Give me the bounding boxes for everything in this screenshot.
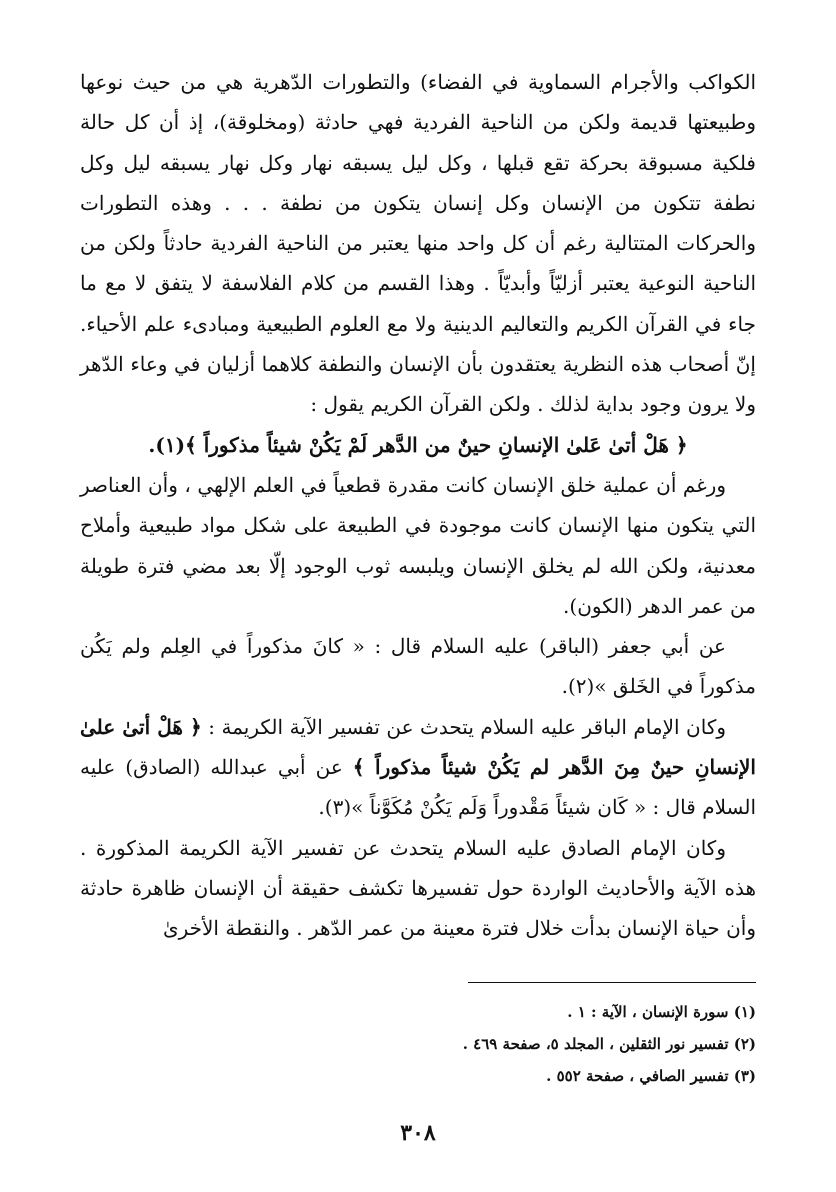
footnote-divider	[468, 982, 756, 983]
paragraph-3: عن أبي جعفر (الباقر) عليه السلام قال : « كانَ مذكوراً في العِلم ولم يَكُن مذكوراً في الخَلق »(٢).	[80, 634, 756, 699]
quran-verse: ﴿ هَلْ أتىٰ عَلىٰ الإنسانِ حينٌ من الدَّهر لَمْ يَكُنْ شيئاً مذكوراً ﴾(١).	[148, 432, 688, 457]
page-number: ٣٠٨	[400, 1120, 436, 1146]
footnote-1: (١) سورة الإنسان ، الآية : ١ .	[567, 1003, 756, 1021]
paragraph-4	[80, 707, 756, 828]
paragraph-4-hadith: عن أبي عبدالله (الصادق) عليه السلام قال : « كَان شيئاً مَقْدوراً وَلَم يَكُنْ مُكَوَّناً »(٣).	[80, 755, 756, 820]
paragraph-5: وكان الإمام الصادق عليه السلام يتحدث عن تفسير الآية الكريمة المذكورة . هذه الآية والأحاديث الواردة حول تفسيرها تكشف حقيقة أن الإنسان ظاهرة حادثة وأن حياة الإنسان بدأت خلال فترة معينة من عمر الدّهر . والنقطة الأخرىٰ	[80, 835, 756, 941]
paragraph-4-verse: ﴿ هَلْ أتىٰ علىٰ الإنسانِ حينٌ مِنَ الدَّهر لم يَكُنْ شيئاً مذكوراً ﴾	[80, 714, 756, 780]
footnotes	[80, 996, 756, 1092]
footnote-2: (٢) تفسير نور الثقلين ، المجلد ٥، صفحة ٤٦٩ .	[462, 1035, 756, 1053]
paragraph-2: ورغم أن عملية خلق الإنسان كانت مقدرة قطعياً في العلم الإلهي ، وأن العناصر التي يتكون منها الإنسان كانت موجودة في الطبيعة على شكل مواد طبيعية وأملاح معدنية، ولكن الله لم يخلق الإنسان ويلبسه ثوب الوجود إلّا بعد مضي فترة طويلة من عمر الدهر (الكون).	[80, 472, 756, 618]
paragraph-1: الكواكب والأجرام السماوية في الفضاء) والتطورات الدّهرية هي من حيث نوعها وطبيعتها قديمة ولكن من الناحية الفردية فهي حادثة (ومخلوقة)، إذ أن كل حالة فلكية مسبوقة بحركة تقع قبلها ، وكل ليل يسبقه نهار وكل نهار يسبقه ليل وكل نطفة تتكون من الإنسان وكل إنسان يتكون من نطفة . . . وهذه التطورات والحركات المتتالية رغم أن كل واحد منها يعتبر من الناحية الفردية حادثاً ولكن من الناحية النوعية يعتبر أزليّاً وأبديّاً . وهذا القسم من كلام الفلاسفة لا يتفق لا مع ما جاء في القرآن الكريم والتعاليم الدينية ولا مع العلوم الطبيعية ومبادىء علم الأحياء. إنّ أصحاب هذه النظرية يعتقدون بأن الإنسان والنطفة كلاهما أزليان في وعاء الدّهر ولا يرون وجود بداية لذلك . ولكن القرآن الكريم يقول :	[80, 70, 756, 417]
main-text	[80, 62, 756, 949]
paragraph-4-intro: وكان الإمام الباقر عليه السلام يتحدث عن تفسير الآية الكريمة :	[208, 714, 726, 739]
footnote-3: (٣) تفسير الصافي ، صفحة ٥٥٢ .	[546, 1067, 756, 1085]
